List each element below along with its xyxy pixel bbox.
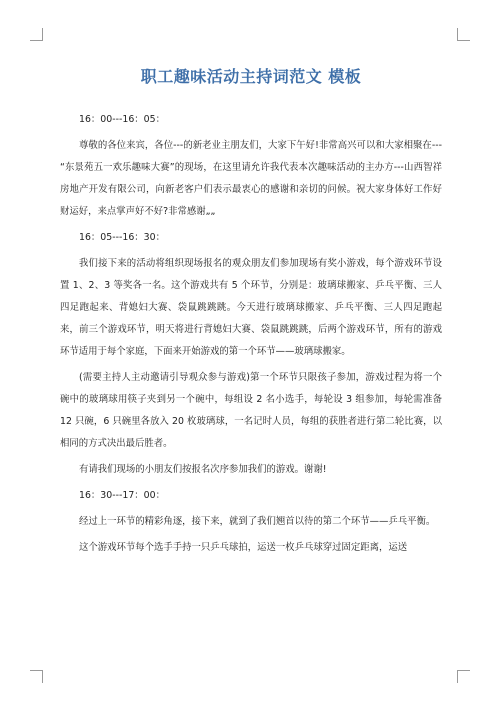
document-page xyxy=(60,60,442,563)
document-title: 职工趣味活动主持词范文 模板 xyxy=(140,67,362,86)
paragraph-pingpong-rules: 这个游戏环节每个选手手持一只乒乓球拍，运送一枚乒乓球穿过固定距离，运送 xyxy=(79,542,408,553)
paragraph-second-round: 经过上一环节的精彩角逐，接下来，就到了我们翘首以待的第二个环节——乒乓平衡。 xyxy=(79,516,436,527)
corner-mark-bottom-right xyxy=(457,670,470,683)
corner-mark-top-left xyxy=(30,28,43,41)
paragraph-game-intro: 我们接下来的活动将组织现场报名的观众朋友们参加现场有奖小游戏，每个游戏环节设置 1、2、3 等奖各一名。这个游戏共有 5 个环节，分别是：玻璃球搬家、乒乓平衡、三人四足跑起来、背媳妇大赛、袋鼠跳跳跳。今天进行玻璃球搬家、乒乓平衡、三人四足跑起来，前三个游戏环节，明天将进行背媳妇大赛、袋鼠跳跳跳，后两个游戏环节，所有的游戏环节适用于每个家庭，下面来开始游戏的第一个环节——玻璃球搬家。 xyxy=(60,258,442,357)
time-slot-1: 16：00---16：05： xyxy=(79,114,165,125)
paragraph-invite-kids: 有请我们现场的小朋友们按报名次序参加我们的游戏。谢谢! xyxy=(79,464,327,475)
time-slot-2: 16：05---16：30： xyxy=(79,232,165,243)
time-slot-3: 16：30---17：00： xyxy=(79,490,165,501)
paragraph-game-rules: (需要主持人主动邀请引导观众参与游戏)第一个环节只限孩子参加，游戏过程为将一个碗中的玻璃球用筷子夹到另一个碗中，每组设 2 名小选手，每轮设 3 组参加，每轮需准备 12 只碗，6 只碗里各放入 20 枚玻璃球，一名记时人员，每组的获胜者进行第二轮比赛，以相同的方式决出最后胜者。 xyxy=(60,372,442,449)
corner-mark-top-right xyxy=(457,28,470,41)
corner-mark-bottom-left xyxy=(30,670,43,683)
paragraph-welcome: 尊敬的各位来宾，各位---的新老业主朋友们，大家下午好!非常高兴可以和大家相聚在--- “东景苑五一欢乐趣味大赛”的现场，在这里请允许我代表本次趣味活动的主办方---山西智祥房地产开发有限公司，向新老客户们表示最衷心的感谢和亲切的问候。祝大家身体好工作好财运好，来点掌声好不好?非常感谢„„ xyxy=(60,140,442,217)
